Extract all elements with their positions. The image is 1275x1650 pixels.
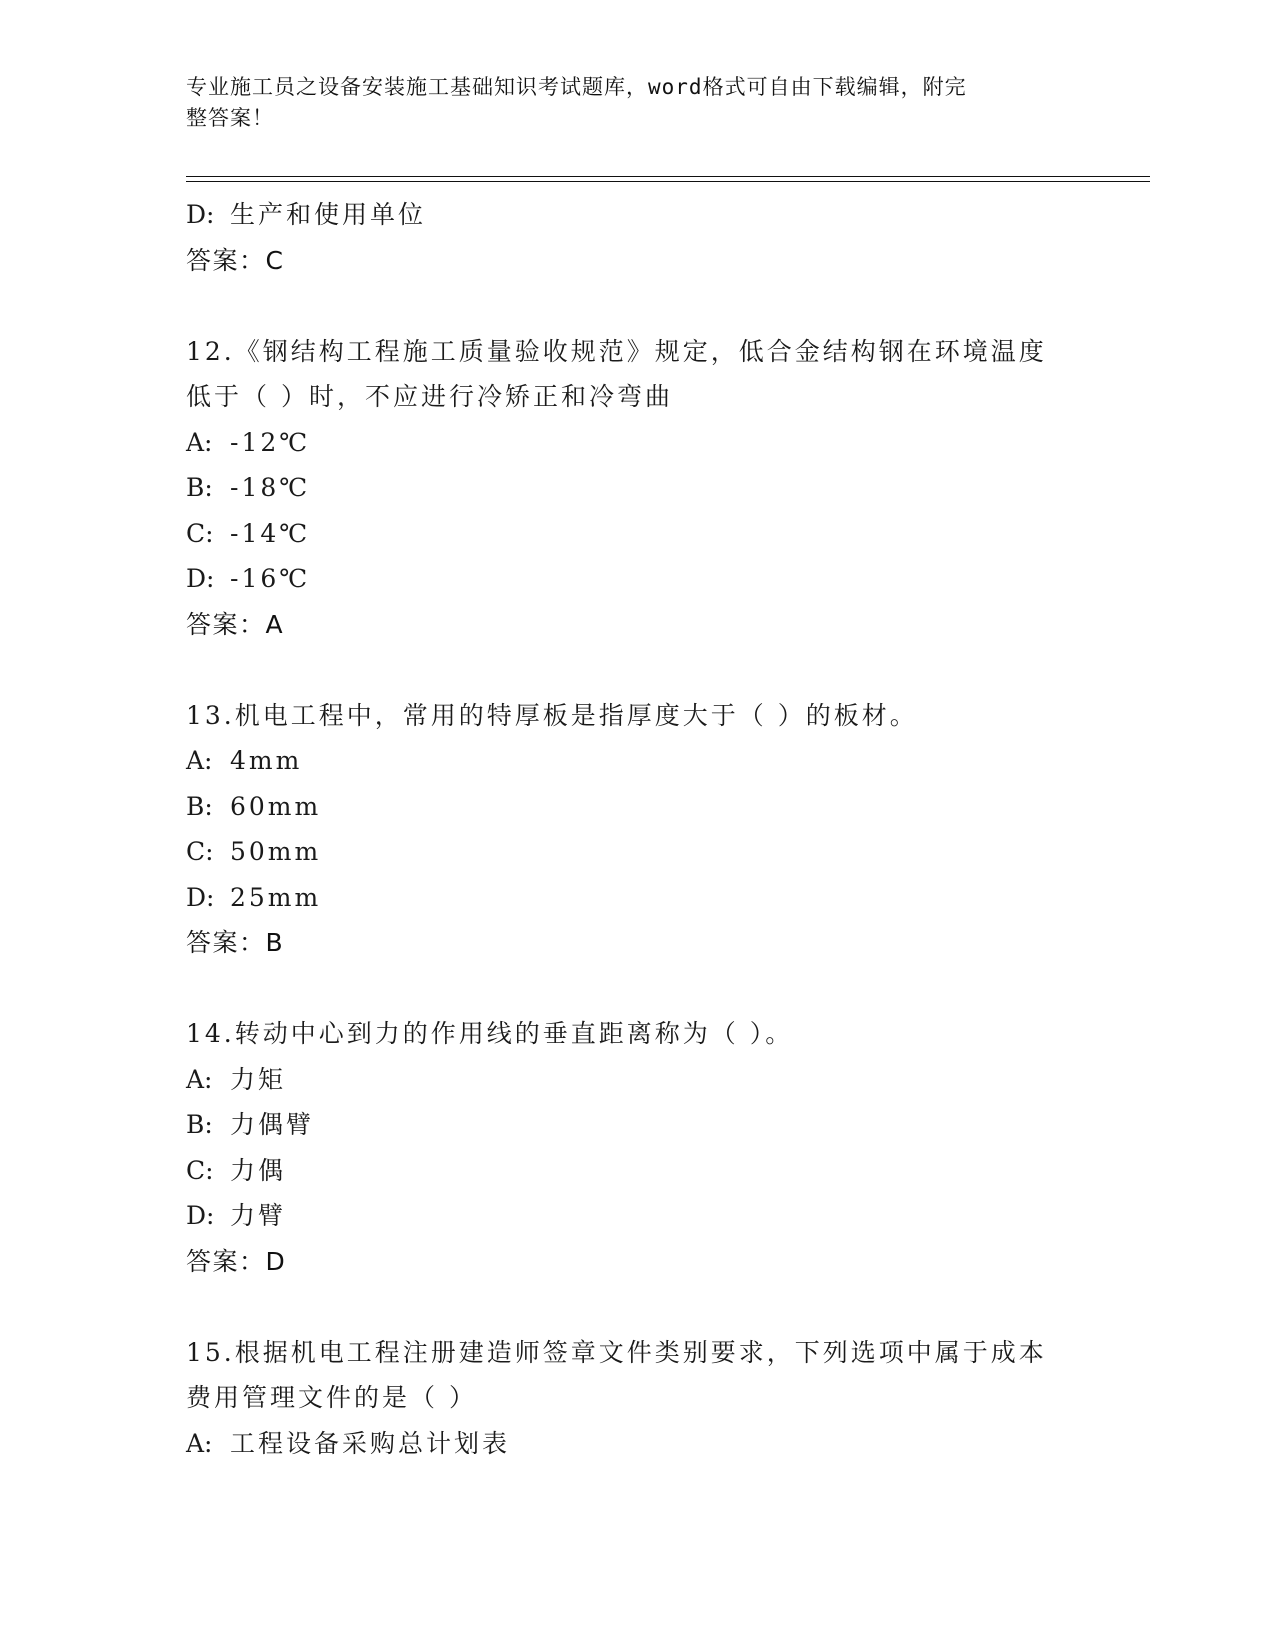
header-line-2: 整答案！: [186, 106, 274, 130]
q14-option-b: [186, 1102, 1086, 1148]
option-text: 4mm: [230, 746, 303, 775]
option-label: A:: [186, 1064, 213, 1094]
option-text: 力臂: [230, 1201, 287, 1230]
q14-option-d: [186, 1193, 1086, 1239]
option-label: A:: [186, 427, 213, 457]
question-content: [186, 192, 1086, 1466]
option-line: [186, 192, 1086, 238]
spacer: [186, 283, 1086, 329]
option-text: 60mm: [230, 791, 322, 821]
option-text: 力偶臂: [230, 1110, 315, 1139]
option-label: D:: [186, 1201, 215, 1230]
option-label: A:: [186, 746, 213, 775]
option-text: 力偶: [230, 1155, 287, 1185]
option-text: -16℃: [230, 564, 311, 593]
option-text: -12℃: [230, 427, 311, 457]
q14-option-c: [186, 1148, 1086, 1194]
option-text: -18℃: [230, 473, 311, 502]
header-line-1: 专业施工员之设备安装施工基础知识考试题库，word格式可自由下载编辑，附完: [186, 75, 967, 99]
option-label: C:: [186, 518, 214, 548]
option-label: B:: [186, 791, 213, 821]
q12-answer: 答案：A: [186, 609, 285, 639]
answer-line: 答案：C: [186, 245, 285, 275]
question-13-line-1: 13.机电工程中，常用的特厚板是指厚度大于（ ）的板材。: [186, 700, 918, 730]
option-label: B:: [186, 1110, 213, 1139]
option-label: D:: [186, 882, 215, 912]
option-label: A:: [186, 1428, 213, 1458]
spacer: [186, 1284, 1086, 1330]
header-divider-bottom: [186, 181, 1150, 182]
q12-option-b: [186, 465, 1086, 511]
q13-option-d: [186, 875, 1086, 921]
q12-option-d: [186, 556, 1086, 602]
q14-option-a: [186, 1057, 1086, 1103]
option-text: 力矩: [230, 1064, 287, 1094]
q14-answer: 答案：D: [186, 1246, 287, 1276]
document-header: [186, 72, 1066, 134]
option-label: B:: [186, 473, 213, 502]
option-text: 生产和使用单位: [230, 200, 427, 229]
option-label: D:: [186, 200, 215, 229]
q13-option-b: [186, 784, 1086, 830]
option-text: 50mm: [230, 837, 322, 866]
option-text: -14℃: [230, 518, 311, 548]
option-label: C:: [186, 837, 214, 866]
q12-option-a: [186, 420, 1086, 466]
question-15-line-1: 15.根据机电工程注册建造师签章文件类别要求，下列选项中属于成本: [186, 1337, 1047, 1367]
option-text: 工程设备采购总计划表: [230, 1428, 511, 1458]
question-15-line-2: 费用管理文件的是（ ）: [186, 1383, 477, 1412]
option-label: D:: [186, 564, 215, 593]
question-12-line-1: 12.《钢结构工程施工质量验收规范》规定，低合金结构钢在环境温度: [186, 336, 1047, 366]
spacer: [186, 966, 1086, 1012]
option-text: 25mm: [230, 882, 322, 912]
question-12-line-2: 低于（ ）时，不应进行冷矫正和冷弯曲: [186, 382, 673, 411]
q12-option-c: [186, 511, 1086, 557]
q15-option-a: [186, 1421, 1086, 1467]
header-divider-top: [186, 176, 1150, 177]
q13-option-c: [186, 829, 1086, 875]
question-14-line-1: 14.转动中心到力的作用线的垂直距离称为（ ）。: [186, 1019, 794, 1048]
option-label: C:: [186, 1155, 214, 1185]
q13-option-a: [186, 738, 1086, 784]
q13-answer: 答案：B: [186, 928, 285, 957]
spacer: [186, 647, 1086, 693]
